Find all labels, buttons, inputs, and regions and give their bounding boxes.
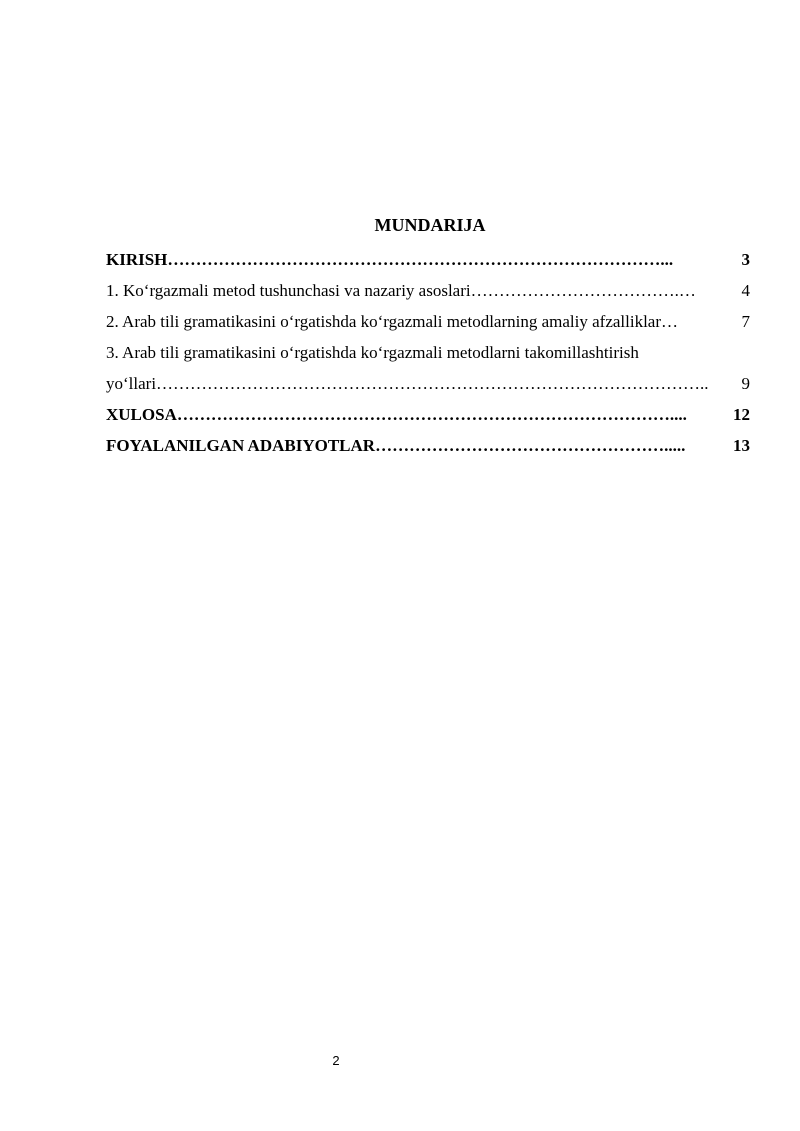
toc-entry-label: FOYALANILGAN ADABIYOTLAR	[106, 436, 376, 455]
table-of-contents	[106, 244, 750, 461]
toc-entry-leader: ……………………………………………………………………………....	[176, 405, 687, 424]
toc-entry-leader: …………………………………………….....	[375, 436, 686, 455]
toc-entry-section-3-line-1[interactable]: 3. Arab tili gramatikasini o‘rgatishda ko‘rgazmali metodlarni takomillashtirish	[106, 343, 639, 362]
toc-entry-leader: ……………………………….…	[470, 281, 696, 300]
toc-entry-label: 1. Ko‘rgazmali metod tushunchasi va nazariy asoslari	[106, 281, 471, 300]
toc-entry-label: yo‘llari	[106, 374, 157, 393]
page-number: 2	[332, 1053, 340, 1068]
toc-entry-leader: ……………………………………………………………………………...	[167, 250, 674, 269]
toc-entry-label: KIRISH	[106, 250, 168, 269]
toc-entry-page: 3	[741, 250, 750, 269]
toc-entry-section-3-line-2[interactable]	[106, 368, 750, 399]
toc-entry-section-2[interactable]	[106, 306, 750, 337]
toc-entry-page: 9	[741, 374, 750, 393]
toc-entry-page: 7	[741, 312, 750, 331]
toc-entry-adabiyotlar[interactable]	[106, 430, 750, 461]
toc-entry-page: 13	[733, 436, 750, 455]
toc-entry-label: 2. Arab tili gramatikasini o‘rgatishda ko‘rgazmali metodlarning amaliy afzalliklar	[106, 312, 662, 331]
toc-entry-page: 12	[733, 405, 750, 424]
toc-entry-leader: …	[661, 312, 679, 331]
toc-entry-label: XULOSA	[106, 405, 177, 424]
toc-entry-section-1[interactable]	[106, 275, 750, 306]
toc-entry-page: 4	[741, 281, 750, 300]
toc-title: MUNDARIJA	[374, 215, 486, 235]
toc-entry-xulosa[interactable]	[106, 399, 750, 430]
toc-entry-kirish[interactable]	[106, 244, 750, 275]
toc-entry-leader: ……………………………………………………………………………………..	[156, 374, 709, 393]
